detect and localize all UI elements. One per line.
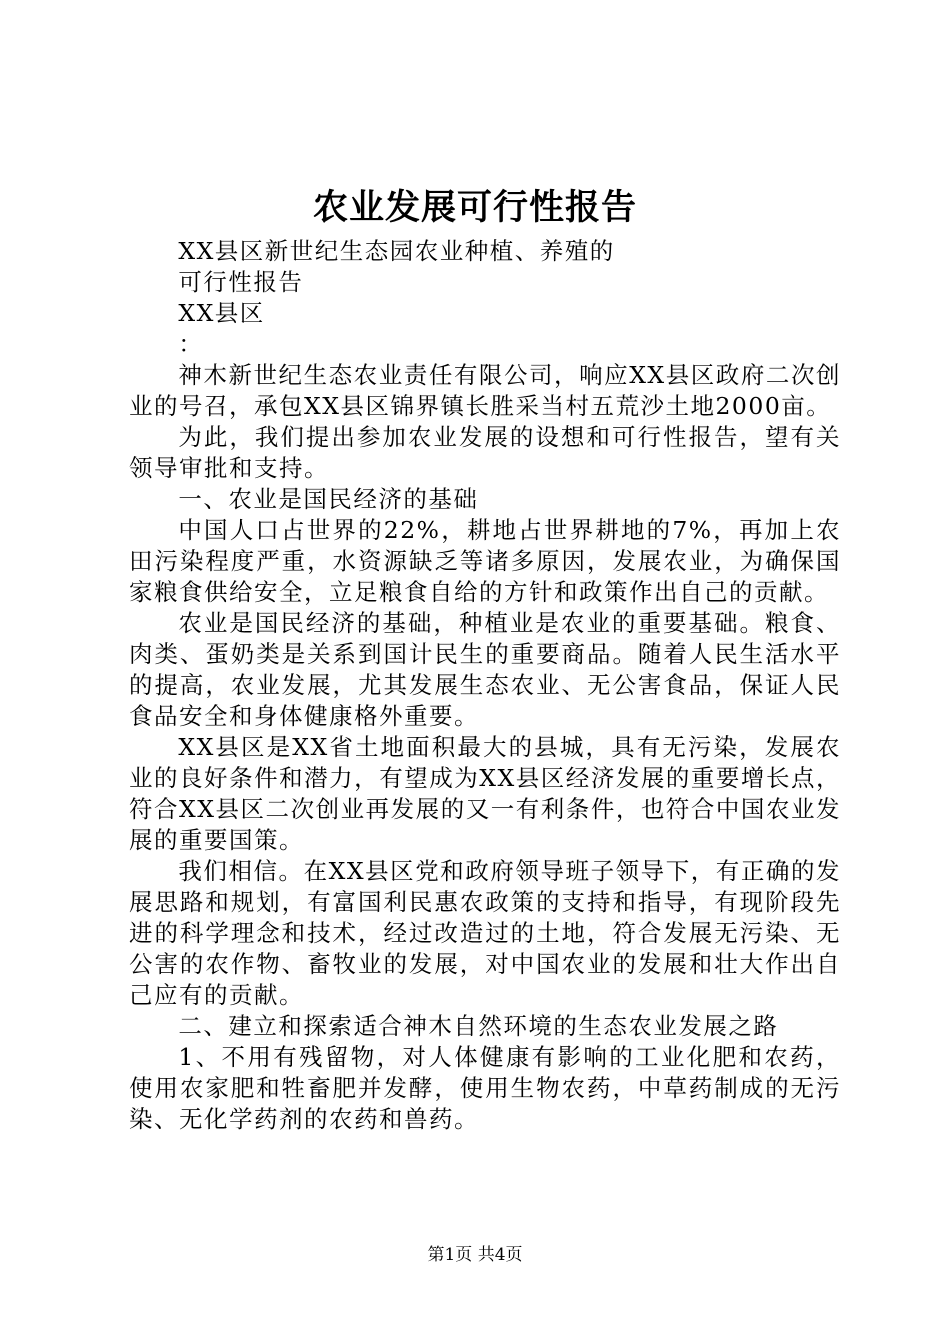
paragraph-population: 中国人口占世界的22%，耕地占世界耕地的7%，再加上农田污染程度严重，水资源缺乏等诸多原因，发展农业，为确保国家粮食供给安全，立足粮食自给的方针和政策作出自己的贡献。 — [129, 516, 841, 606]
paragraph-foundation: 农业是国民经济的基础，种植业是农业的重要基础。粮食、肉类、蛋奶类是关系到国计民生的重要商品。随着人民生活水平的提高，农业发展，尤其发展生态农业、无公害食品，保证人民食品安全和身体健康格外重要。 — [129, 609, 841, 730]
paragraph-subtitle-1: XX县区新世纪生态园农业种植、养殖的 — [178, 237, 615, 265]
paragraph-belief: 我们相信。在XX县区党和政府领导班子领导下，有正确的发展思路和规划，有富国利民惠农政策的支持和指导，有现阶段先进的科学理念和技术，经过改造过的土地，符合发展无污染、无公害的农作物、畜牧业的发展，对中国农业的发展和壮大作出自己应有的贡献。 — [129, 857, 841, 1009]
paragraph-addressee: XX县区 — [178, 299, 265, 327]
paragraph-request: 为此，我们提出参加农业发展的设想和可行性报告，望有关领导审批和支持。 — [129, 423, 841, 482]
document-body — [129, 236, 841, 1135]
paragraph-county: XX县区是XX省土地面积最大的县城，具有无污染，发展农业的良好条件和潜力，有望成为XX县区经济发展的重要增长点，符合XX县区二次创业再发展的又一有利条件，也符合中国农业发展的重要国策。 — [129, 733, 841, 854]
page-number-footer: 第1页 共4页 — [427, 1245, 523, 1265]
paragraph-intro: 神木新世纪生态农业责任有限公司，响应XX县区政府二次创业的号召，承包XX县区锦界镇长胜采当村五荒沙土地2000亩。 — [129, 361, 841, 420]
paragraph-subtitle-2: 可行性报告 — [178, 268, 304, 296]
section-heading-1: 一、农业是国民经济的基础 — [178, 485, 479, 513]
paragraph-colon: ： — [178, 330, 204, 358]
document-title: 农业发展可行性报告 — [312, 187, 637, 228]
paragraph-point-1: 1、不用有残留物，对人体健康有影响的工业化肥和农药，使用农家肥和牲畜肥并发酵，使用生物农药，中草药制成的无污染、无化学药剂的农药和兽药。 — [129, 1043, 841, 1133]
section-heading-2: 二、建立和探索适合神木自然环境的生态农业发展之路 — [178, 1012, 779, 1040]
